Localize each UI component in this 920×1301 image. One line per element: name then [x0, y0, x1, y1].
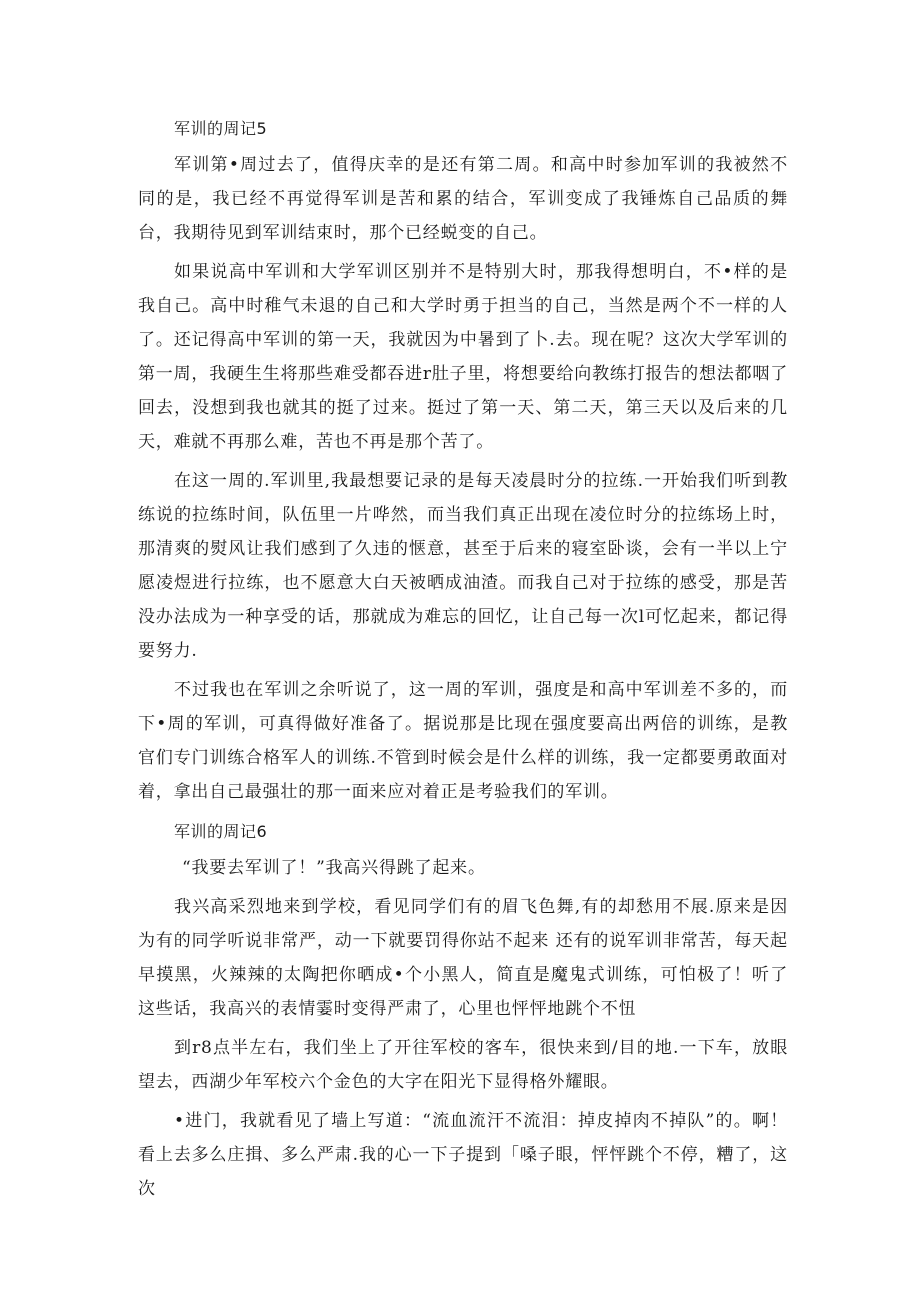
paragraph-3: 在这一周的.军训里,我最想要记录的是每天凌晨时分的拉练.一开始我们听到教练说的拉练时间，队伍里一片哗然，而当我们真正出现在凌位时分的拉练场上时，那清爽的熨风让我们感到了久违的惬意，甚至于后来的寝室卧谈，会有一半以上宁愿凌煜进行拉练，也不愿意大白天被晒成油渣。而我自己对于拉练的感受，那是苦没办法成为一种享受的话，那就成为难忘的回忆，让自己每一次l可忆起来，都记得要努力.	[138, 471, 788, 661]
section-heading-5: 军训的周记5	[174, 119, 268, 138]
section-heading-6: 军训的周记6	[174, 822, 268, 841]
paragraph-4: 不过我也在军训之余听说了，这一周的军训，强度是和高中军训差不多的，而下•周的军训，可真得做好准备了。据说那是比现在强度要高出两倍的训练，是教官们专门训练合格军人的训练.不管到时候会是什么样的训练，我一定都要勇敢面对着，拿出自己最强壮的那一面来应对着正是考验我们的军训。	[138, 680, 788, 802]
paragraph-1: 军训第•周过去了，值得庆幸的是还有第二周。和高中时参加军训的我被然不同的是，我已经不再觉得军训是苦和累的结合，军训变成了我锤炼自己品质的舞台，我期待见到军训结束时，那个已经蜕变的自己。	[138, 155, 788, 243]
paragraph-6: 我兴高采烈地来到学校，看见同学们有的眉飞色舞,有的却愁用不展.原来是因为有的同学听说非常严，动一下就要罚得你站不起来 还有的说军训非常苦，每天起早摸黑，火辣辣的太陶把你晒成•个小黑人，简直是魔鬼式训练，可怕极了！听了这些话，我高兴的表情霎时变得严肃了，心里也怦怦地跳个不忸	[138, 897, 788, 1019]
paragraph-8: •进门，我就看见了墙上写道：“流血流汗不流泪：掉皮掉肉不掉队”的。啊！看上去多么庄揖、多么严肃.我的心一下子提到「嗓子眼，怦怦跳个不停，糟了，这次	[138, 1111, 788, 1199]
paragraph-5: “我要去军训了！”我高兴得跳了起来。	[182, 858, 486, 878]
paragraph-2: 如果说高中军训和大学军训区别并不是特别大时，那我得想明白，不•样的是我自己。高中时稚气未退的自己和大学时勇于担当的自己，当然是两个不一样的人了。还记得高中军训的第一天，我就因为中暑到了卜.去。现在呢？这次大学军训的第一周，我硬生生将那些难受都吞进r肚子里，将想要给向教练打报告的想法都咽了回去，没想到我也就其的挺了过来。挺过了第一天、第二天，第三天以及后来的几天，难就不再那么难，苦也不再是那个苦了。	[138, 262, 788, 452]
paragraph-7: 到r8点半左右，我们坐上了开往军校的客车，很快来到/目的地.一下车，放眼望去，西湖少年军校六个金色的大字在阳光下显得格外耀眼。	[138, 1038, 788, 1092]
document-page	[138, 112, 788, 1211]
